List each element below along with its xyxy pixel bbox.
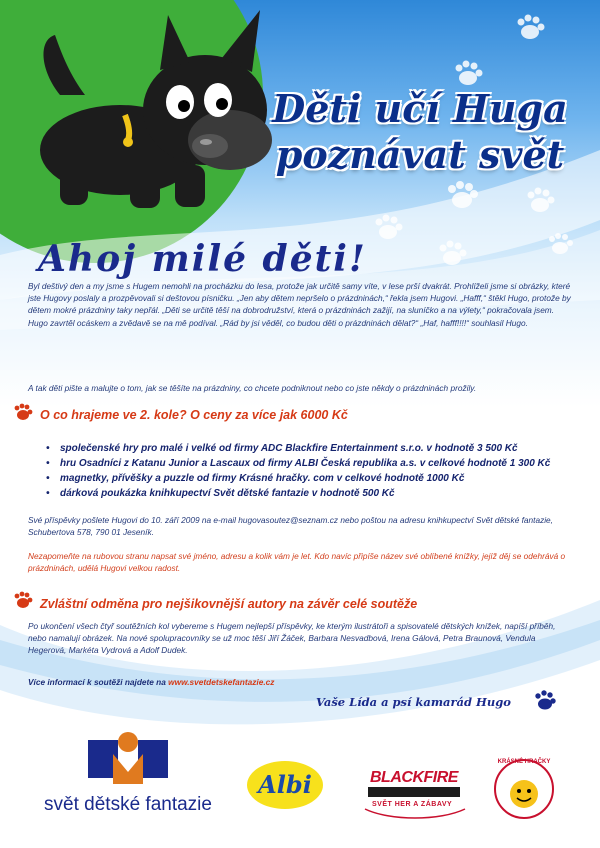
logo-blackfire-text: BLACKFIRE xyxy=(370,769,458,786)
send-info: Své příspěvky pošlete Hugovi do 10. září 2009 na e-mail hugovasoutez@seznam.cz nebo poštou na adresu knihkupectví Svět dětské fantazie, Schubertova 578, 790 01 Jeseník. xyxy=(28,515,553,538)
title-line2: poznávat svět xyxy=(275,132,565,177)
paw-icon xyxy=(15,404,33,608)
logo-svet-text: svět dětské fantazie xyxy=(44,794,212,815)
title-line1: Děti učí Huga xyxy=(272,86,568,131)
logo-krasne-text: KRÁSNÉ HRAČKY xyxy=(497,759,551,765)
list-item: • dárková poukázka knihkupectví Svět dětské fantazie v hodnotě 500 Kč xyxy=(46,486,566,501)
website-link[interactable]: www.svetdetskefantazie.cz xyxy=(168,677,275,687)
list-item: • magnetky, přívěšky a puzzle od firmy Krásné hračky. com v celkové hodnotě 1000 Kč xyxy=(46,471,566,486)
intro-paragraph: Byl deštivý den a my jsme s Hugem nemohli na procházku do lesa, protože jak určitě samy víte, v lese prší dvakrát. Prohlíželi jsme si obrázky, které jste Hugovy poslaly a prozpěvovali si deštovou písničku. „Jen aby dětem nepršelo o prázdninách,“ řekla jsem Hugovi. „Hafff,“ štěkl Hugo, protože by dětem mokré prázdniny taky nepřál. „Děti se určitě těší na dobrodružství, která o prázdninách zažijí, na sluníčko a na výlety,“ pokračovala jsem. Hugo zavrtěl ocáskem a zvědavě se na mě podíval. „Rád by jsi věděl, co budou děti o prázdninách dělat?“ „Haf, hafff!!!!“ souhlasil Hugo. xyxy=(28,281,571,328)
prize-list xyxy=(46,441,566,501)
more-info-label: Více informací k soutěži najdete na xyxy=(28,677,169,687)
logo-albi-text: Albi xyxy=(258,770,312,799)
list-item: • hru Osadníci z Katanu Junior a Lascaux od firmy ALBI Česká republika a.s. v celkové hodnotě 1 300 Kč xyxy=(46,456,566,471)
logo-blackfire-sub: SVĚT HER A ZÁBAVY xyxy=(372,801,453,808)
intro-paragraph-2: A tak děti pište a malujte o tom, jak se těšíte na prázdniny, co chcete podniknout nebo co jste někdy o prázdninách prožily. xyxy=(28,383,477,393)
logo-svet-detske-fantazie xyxy=(18,732,238,832)
more-info xyxy=(28,677,274,687)
reminder-text: Nezapomeňte na rubovou stranu napsat své jméno, adresu a kolik vám je let. Kdo navíc připíše název své oblíbené knížky, jejíž děj se odehrává o prázdninách, udělá Hugovi velkou radost. xyxy=(28,551,566,574)
special-heading: Zvláštní odměna pro nejšikovnější autory na závěr celé soutěže xyxy=(40,597,418,611)
logo-krasne-hracky xyxy=(494,756,554,822)
book-logo-icon xyxy=(18,732,238,794)
special-text: Po ukončení všech čtyř soutěžních kol vybereme s Hugem nejlepší příspěvky, ke kterým ilustrátoři a spisovatelé dětských knížek, napíší příběh, nebo namalují obrázek. Na nové spolupracovníky se už moc těší Jiří Žáček, Barbara Nesvadbová, Irena Gálová, Petra Braunová, Vendula Hegerová, Markéta Vydrová a Adolf Dudek. xyxy=(28,621,556,656)
list-item: • společenské hry pro malé i velké od firmy ADC Blackfire Entertainment s.r.o. v hodnotě 3 500 Kč xyxy=(46,441,566,456)
signature: Vaše Lída a psí kamarád Hugo xyxy=(316,695,511,709)
page-title xyxy=(250,86,590,178)
greeting: Ahoj milé děti! xyxy=(38,238,367,280)
logo-blackfire xyxy=(360,765,470,820)
paw-icon xyxy=(535,690,555,709)
logo-albi xyxy=(246,760,324,810)
round2-heading: O co hrajeme ve 2. kole? O ceny za více jak 6000 Kč xyxy=(40,408,348,422)
